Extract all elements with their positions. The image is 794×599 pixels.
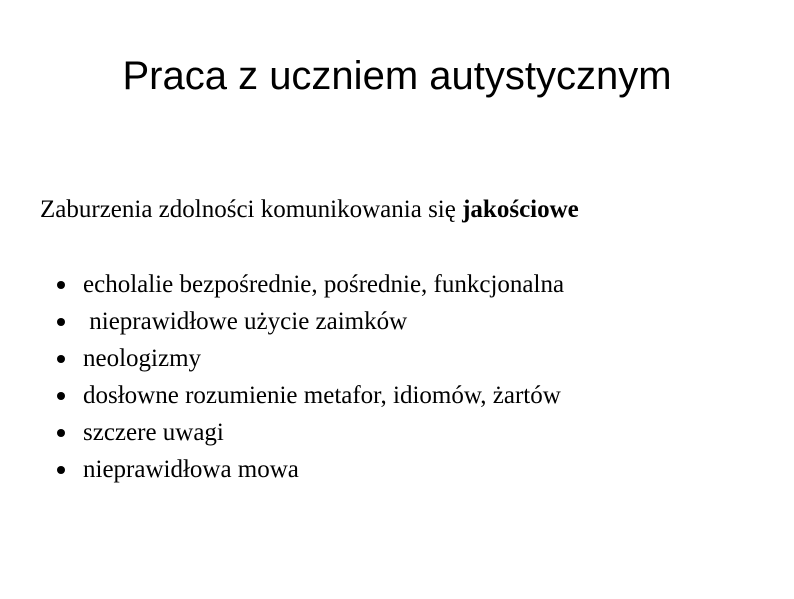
list-item-text: szczere uwagi <box>83 419 224 446</box>
list-item <box>56 266 565 303</box>
bullet-icon <box>57 355 65 363</box>
slide-title: Praca z uczniem autystycznym <box>122 54 672 98</box>
bullet-list <box>56 266 565 488</box>
bullet-icon <box>57 392 65 400</box>
list-item-text: nieprawidłowa mowa <box>83 456 299 483</box>
list-item-text: nieprawidłowe użycie zaimków <box>83 308 408 335</box>
bullet-icon <box>57 466 65 474</box>
list-item <box>56 340 202 377</box>
list-item-text: neologizmy <box>83 345 202 372</box>
section-heading <box>40 193 579 227</box>
list-item <box>56 451 299 488</box>
list-item <box>56 303 408 340</box>
list-item-text: echolalie bezpośrednie, pośrednie, funkcjonalna <box>83 271 565 298</box>
list-item <box>56 377 561 414</box>
bullet-icon <box>57 281 65 289</box>
section-heading-emphasis: jakościowe <box>462 196 579 223</box>
bullet-icon <box>57 318 65 326</box>
bullet-icon <box>57 429 65 437</box>
list-item <box>56 414 224 451</box>
list-item-text: dosłowne rozumienie metafor, idiomów, żartów <box>83 382 561 409</box>
section-heading-text: Zaburzenia zdolności komunikowania się <box>40 196 463 223</box>
